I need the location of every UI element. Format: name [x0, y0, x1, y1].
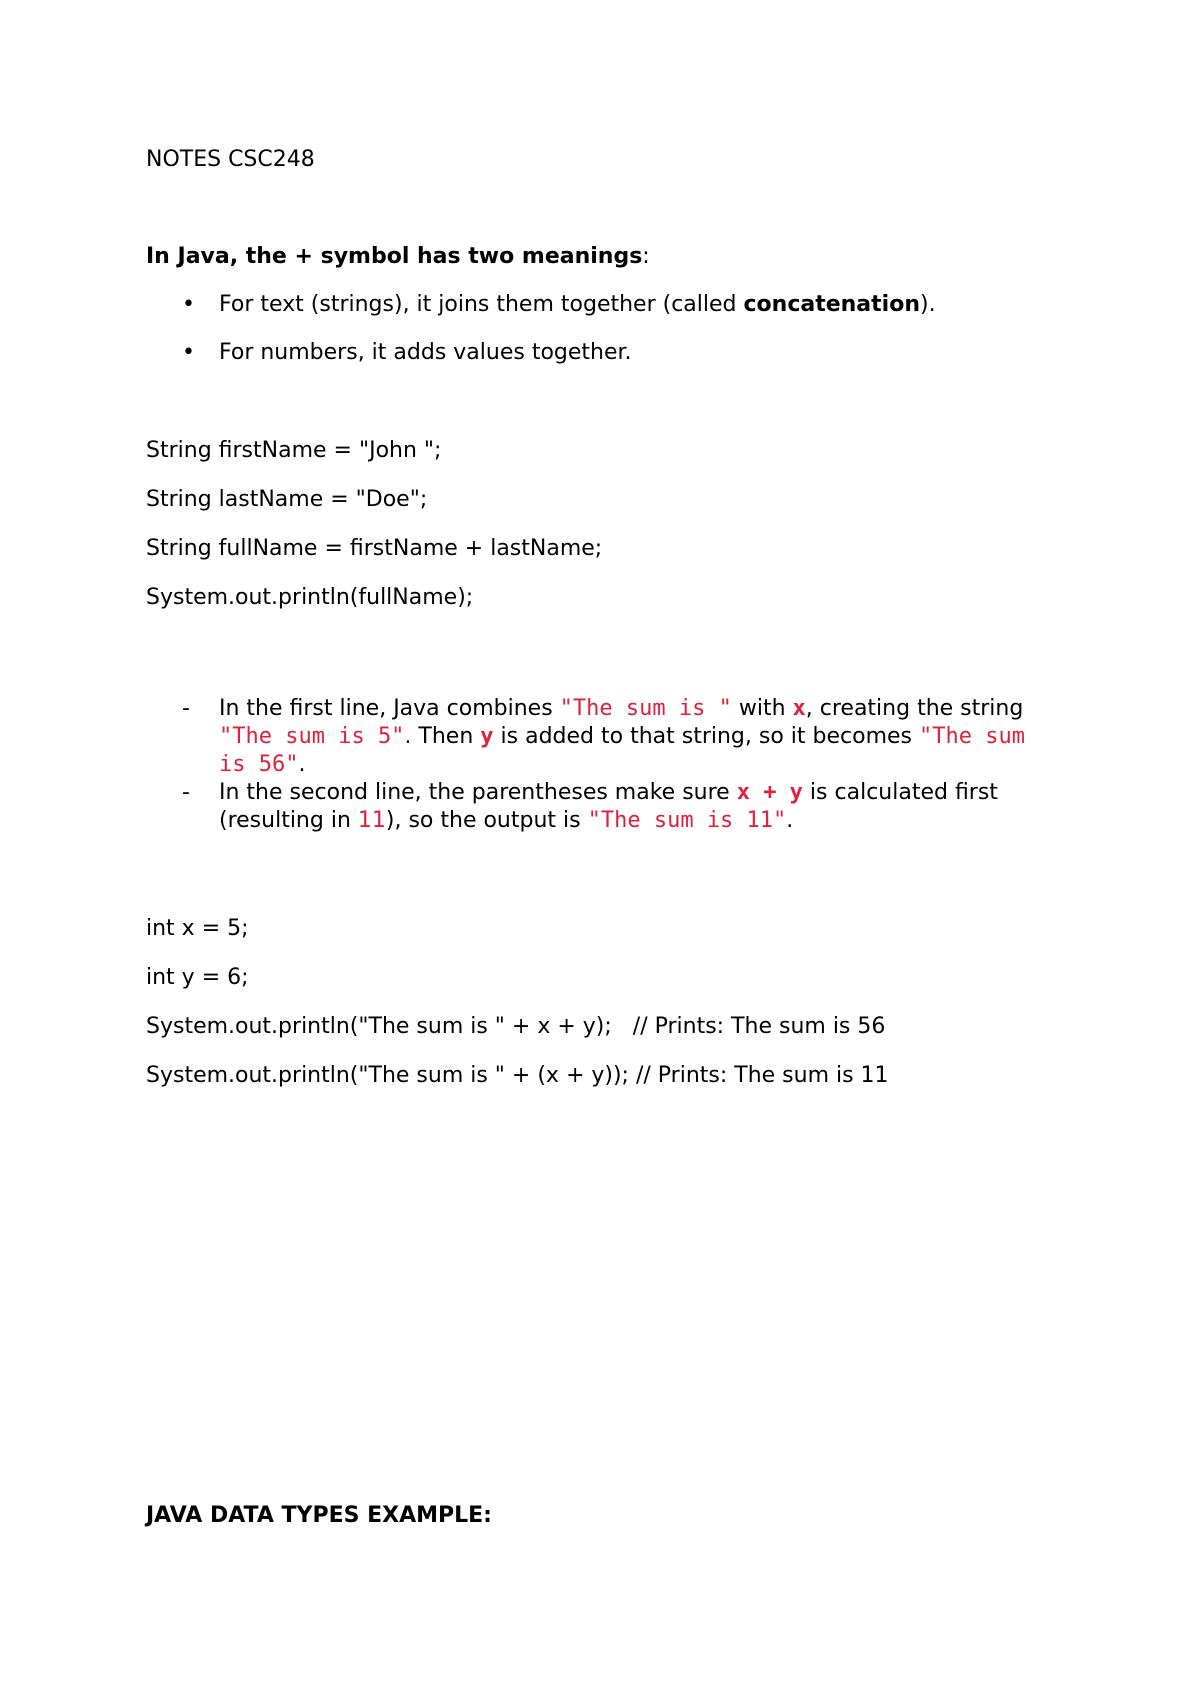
- explanation-item-first-line: [146, 695, 1046, 779]
- explanation-text: is added to that string, so it becomes: [493, 724, 920, 749]
- explanation-text: ), so the output is: [385, 808, 588, 833]
- explanation-text: is calculated first (resulting in: [219, 780, 998, 833]
- code-snippet: "The sum is 56": [219, 724, 1025, 777]
- intro-sentence: [146, 243, 650, 271]
- code1-line: String firstName = "John ";: [146, 438, 442, 463]
- explanation-text: , creating the string: [805, 696, 1024, 721]
- bullet-text-bold: concatenation: [743, 292, 920, 317]
- code-snippet: y: [480, 724, 494, 749]
- explanation-list: [146, 695, 1046, 835]
- page-title: NOTES CSC248: [146, 147, 315, 172]
- intro-bold-text: In Java, the + symbol has two meanings: [146, 244, 643, 269]
- code2-line: int x = 5;: [146, 916, 249, 941]
- bullet-marker: •: [182, 292, 195, 317]
- explanation-text: .: [298, 752, 306, 777]
- bullet-text-after: ).: [919, 292, 936, 317]
- intro-suffix: :: [642, 244, 650, 269]
- explanation-item-second-line: [146, 779, 1046, 835]
- explanation-text: . Then: [404, 724, 481, 749]
- explanation-text: In the second line, the parentheses make sure: [219, 780, 737, 805]
- code1-line: String fullName = firstName + lastName;: [146, 536, 603, 561]
- code-snippet: x + y: [736, 780, 803, 805]
- code-snippet: "The sum is 5": [219, 724, 405, 749]
- code-snippet: "The sum is 11": [587, 808, 787, 833]
- explanation-text: In the first line, Java combines: [219, 696, 560, 721]
- code-snippet: "The sum is ": [559, 696, 732, 721]
- explanation-text: with: [731, 696, 793, 721]
- code1-line: String lastName = "Doe";: [146, 487, 428, 512]
- dash-marker: -: [182, 696, 190, 721]
- code2-line: System.out.println("The sum is " + x + y); // Prints: The sum is 56: [146, 1014, 886, 1039]
- bullet-text: For numbers, it adds values together.: [219, 340, 632, 365]
- code2-line: System.out.println("The sum is " + (x + y)); // Prints: The sum is 11: [146, 1063, 889, 1088]
- dash-marker: -: [182, 780, 190, 805]
- code1-line: System.out.println(fullName);: [146, 585, 474, 610]
- number-highlight: 11: [357, 808, 386, 833]
- code2-line: int y = 6;: [146, 965, 249, 990]
- bullet-text-before: For text (strings), it joins them together (called: [219, 292, 744, 317]
- explanation-text: .: [786, 808, 794, 833]
- bullet-text: [219, 291, 936, 319]
- code-snippet: x: [792, 696, 806, 721]
- bullet-marker: •: [182, 340, 195, 365]
- section-heading: JAVA DATA TYPES EXAMPLE:: [146, 1503, 492, 1528]
